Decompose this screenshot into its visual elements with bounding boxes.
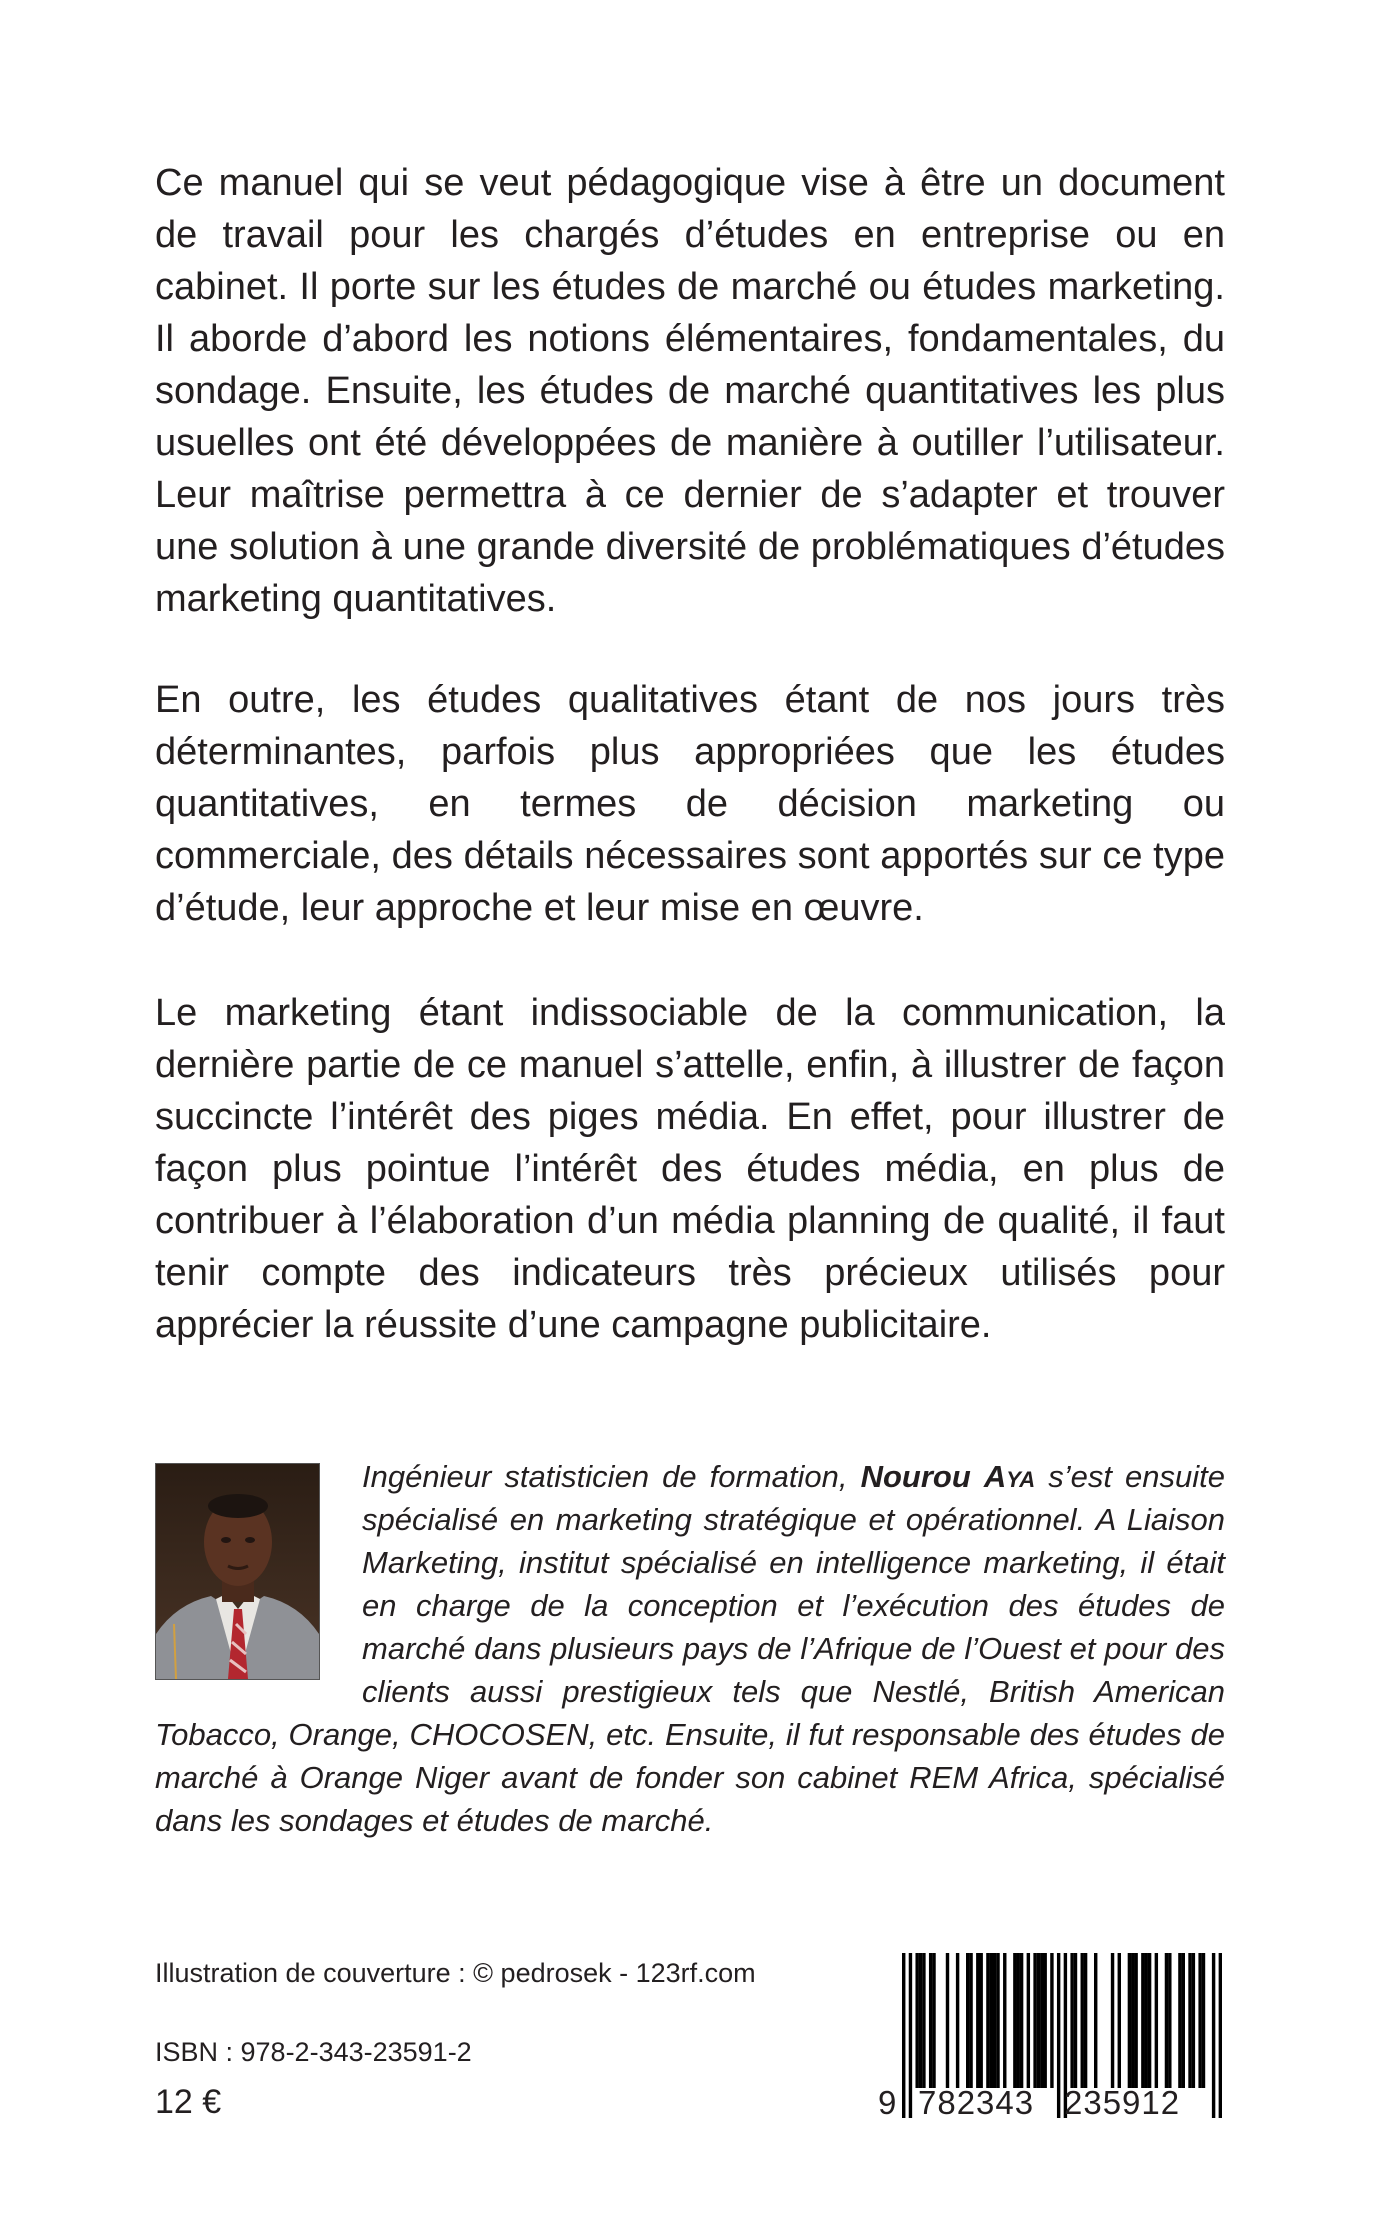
author-name (861, 1459, 1036, 1494)
barcode-bar (929, 1953, 932, 2088)
barcode-bar (1084, 1953, 1087, 2088)
barcode-bar (1165, 1953, 1168, 2088)
barcode-bar (966, 1953, 969, 2088)
barcode-guard-bar (1212, 1953, 1215, 2118)
barcode-bar (990, 1953, 993, 2088)
barcode-bar (1070, 1953, 1073, 2088)
barcode-bar (1020, 1953, 1023, 2088)
barcode-bar (1188, 1953, 1191, 2088)
barcode-bar (1037, 1953, 1040, 2088)
author-bio (155, 1455, 1225, 1842)
barcode-first-digit: 9 (878, 2084, 898, 2121)
barcode-bar (1118, 1953, 1121, 2088)
barcode-guard-bar (902, 1953, 905, 2118)
barcode-bar (976, 1953, 979, 2088)
summary-paragraph-2: En outre, les études qualitatives étant de nos jours très déterminantes, parfois plus appropriées que les études quantitatives, en termes de décision marketing ou commerciale, des détails nécessaires sont apportés sur ce type d’étude, leur approche et leur mise en œuvre. (155, 679, 1225, 929)
barcode-bar (946, 1953, 949, 2088)
barcode-bar (1145, 1953, 1148, 2088)
barcode-bar (956, 1953, 959, 2088)
barcode-bar (932, 1953, 935, 2088)
summary-paragraph-3: Le marketing étant indissociable de la communication, la dernière partie de ce manuel s’attelle, enfin, à illustrer de façon succincte l’intérêt des piges média. En effet, pour illustrer de façon plus pointue l’intérêt des études média, en plus de contribuer à l’élaboration d’un média planning de qualité, il faut tenir compte des indicateurs très précieux utilisés pour apprécier la réussite d’une campagne publicitaire. (155, 992, 1225, 1346)
barcode-bar (1043, 1953, 1046, 2088)
barcode-bar (1074, 1953, 1077, 2088)
barcode-bar (993, 1953, 996, 2088)
barcode-bar (1134, 1953, 1137, 2088)
barcode-bar (1033, 1953, 1036, 2088)
summary-paragraph-1: Ce manuel qui se veut pédagogique vise à être un document de travail pour les chargés d’études en entreprise ou en cabinet. Il porte sur les études de marché ou études marketing. Il aborde d’abord les notions élémentaires, fondamentales, du sondage. Ensuite, les études de marché quantitatives les plus usuelles ont été développées de manière à outiller l’utilisateur. Leur maîtrise permettra à ce dernier de s’adapter et trouver une solution à une grande diversité de problématiques d’études marketing quantitatives. (155, 162, 1225, 620)
author-last-name: Aya (983, 1459, 1036, 1494)
barcode-bar (1128, 1953, 1131, 2088)
barcode-guard-bar (1219, 1953, 1222, 2118)
bio-intro: Ingénieur statisticien de formation, (362, 1459, 861, 1494)
bio-body: s’est ensuite spécialisé en marketing stratégique et opérationnel. A Liaison Marketing, institut spécialisé en intelligence marketing, il était en charge de la conception et l’exécution des études de marché dans plusieurs pays de l’Afrique de l’Ouest et pour des clients aussi prestigieux tels que Nestlé, British American Tobacco, Orange, CHOCOSEN, etc. Ensuite, il fut responsable des études de marché à Orange Niger avant de fonder son cabinet REM Africa, spécialisé dans les sondages et études de marché. (155, 1459, 1225, 1838)
barcode-guard-bar (1057, 1953, 1060, 2118)
barcode-bar (1017, 1953, 1020, 2088)
barcode-bar (915, 1953, 918, 2088)
author-photo (155, 1463, 320, 1680)
barcode-bar (1155, 1953, 1158, 2088)
price: 12 € (155, 2083, 222, 2121)
barcode-bar (1168, 1953, 1171, 2088)
barcode-bar (1131, 1953, 1134, 2088)
barcode-guard-bar (909, 1953, 912, 2118)
cover-illustration-credit: Illustration de couverture : © pedrosek - 123rf.com (155, 1958, 756, 1988)
barcode-bar (1081, 1953, 1084, 2088)
barcode-bar (1182, 1953, 1185, 2088)
barcode-bar (922, 1953, 925, 2088)
barcode-bar (986, 1953, 989, 2088)
barcode-bar (1003, 1953, 1006, 2088)
barcode-bar (1178, 1953, 1181, 2088)
isbn: ISBN : 978-2-343-23591-2 (155, 2037, 472, 2067)
barcode-bar (919, 1953, 922, 2088)
barcode-bar (1050, 1953, 1053, 2088)
barcode-bar (996, 1953, 999, 2088)
barcode-bar (969, 1953, 972, 2088)
barcode-right-group: 235912 (1064, 2084, 1181, 2121)
barcode-bar (1013, 1953, 1016, 2088)
barcode-bar (1094, 1953, 1097, 2088)
barcode-bar (1027, 1953, 1030, 2088)
barcode-bar (1040, 1953, 1043, 2088)
barcode-bar (1141, 1953, 1144, 2088)
barcode-bar (1148, 1953, 1151, 2088)
barcode-bar (979, 1953, 982, 2088)
barcode-bar (1202, 1953, 1205, 2088)
barcode-bar (1192, 1953, 1195, 2088)
author-first-name: Nourou (860, 1459, 984, 1494)
barcode-bar (1111, 1953, 1114, 2088)
barcode-left-group: 782343 (918, 2084, 1035, 2121)
barcode-bar (1198, 1953, 1201, 2088)
